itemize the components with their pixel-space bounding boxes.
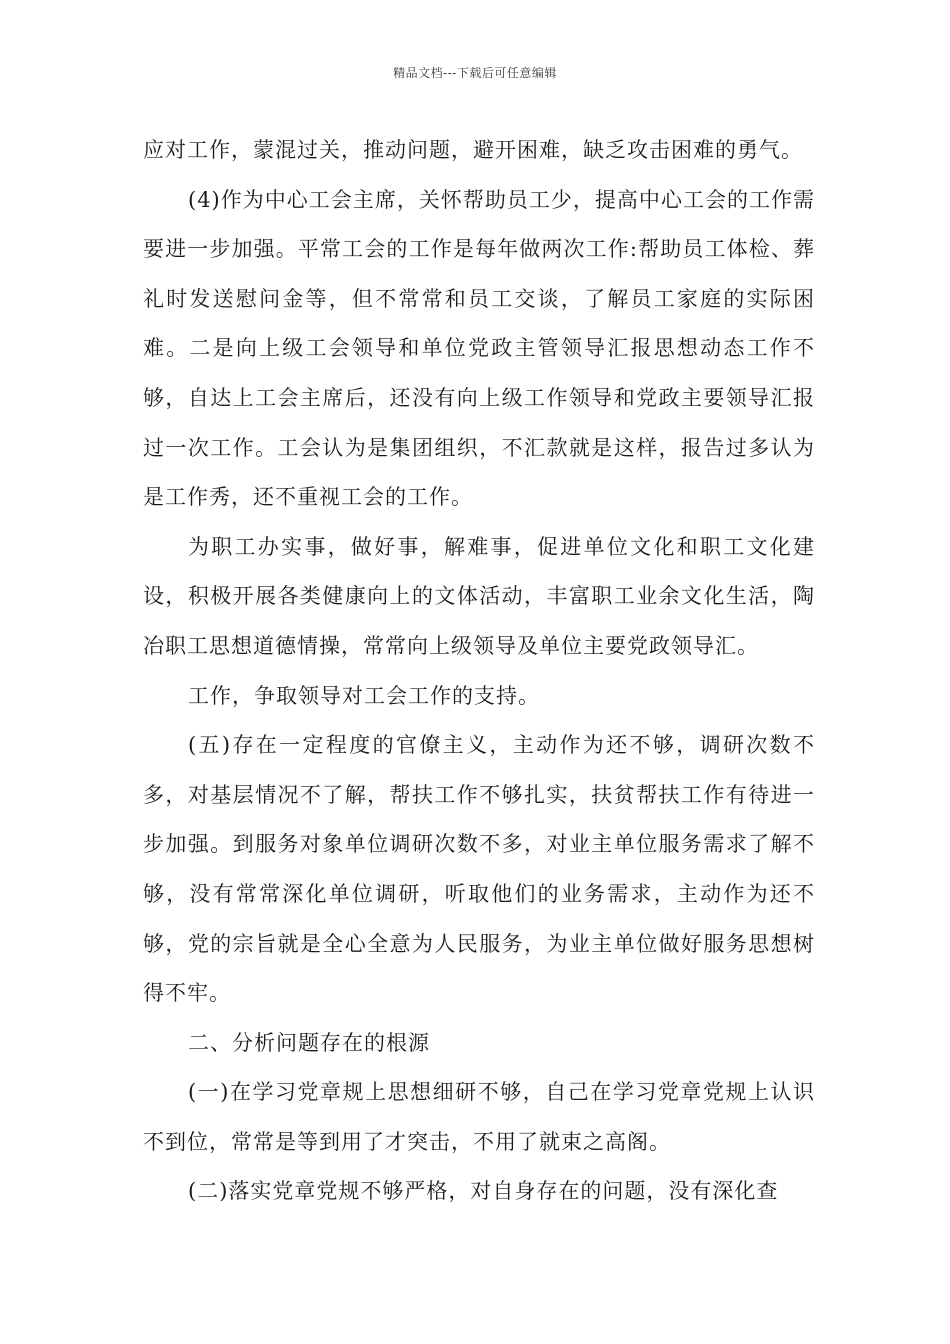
paragraph-4: 工作，争取领导对工会工作的支持。 <box>188 683 540 708</box>
paragraph-7: (一)在学习党章规上思想细研不够，自己在学习党章党规上认识不到位，常常是等到用了才突击，不用了就束之高阁。 <box>143 1080 815 1154</box>
section-heading: 二、分析问题存在的根源 <box>188 1030 430 1055</box>
paragraph-1: 应对工作，蒙混过关，推动问题，避开困难，缺乏攻击困难的勇气。 <box>143 138 803 162</box>
paragraph-5: (五)存在一定程度的官僚主义，主动作为还不够，调研次数不多，对基层情况不了解，帮扶工作不够扎实，扶贫帮扶工作有待进一步加强。到服务对象单位调研次数不多，对业主单位服务需求了解不够，没有常常深化单位调研，听取他们的业务需求，主动作为还不够，党的宗旨就是全心全意为人民服务，为业主单位做好服务思想树得不牢。 <box>143 733 815 1006</box>
paragraph-2: (4)作为中心工会主席，关怀帮助员工少，提高中心工会的工作需要进一步加强。平常工会的工作是每年做两次工作:帮助员工体检、葬礼时发送慰问金等，但不常常和员工交谈，了解员工家庭的实际困难。二是向上级工会领导和单位党政主管领导汇报思想动态工作不够，自达上工会主席后，还没有向上级工作领导和党政主要领导汇报过一次工作。工会认为是集团组织，不汇款就是这样，报告过多认为是工作秀，还不重视工会的工作。 <box>143 187 815 510</box>
document-body <box>143 126 815 1217</box>
paragraph-8: (二)落实党章党规不够严格，对自身存在的问题，没有深化查 <box>188 1179 779 1204</box>
paragraph-3: 为职工办实事，做好事，解难事，促进单位文化和职工文化建设，积极开展各类健康向上的文体活动，丰富职工业余文化生活，陶冶职工思想道德情操，常常向上级领导及单位主要党政领导汇。 <box>143 534 815 658</box>
page-header: 精品文档---下载后可任意编辑 <box>393 66 557 80</box>
